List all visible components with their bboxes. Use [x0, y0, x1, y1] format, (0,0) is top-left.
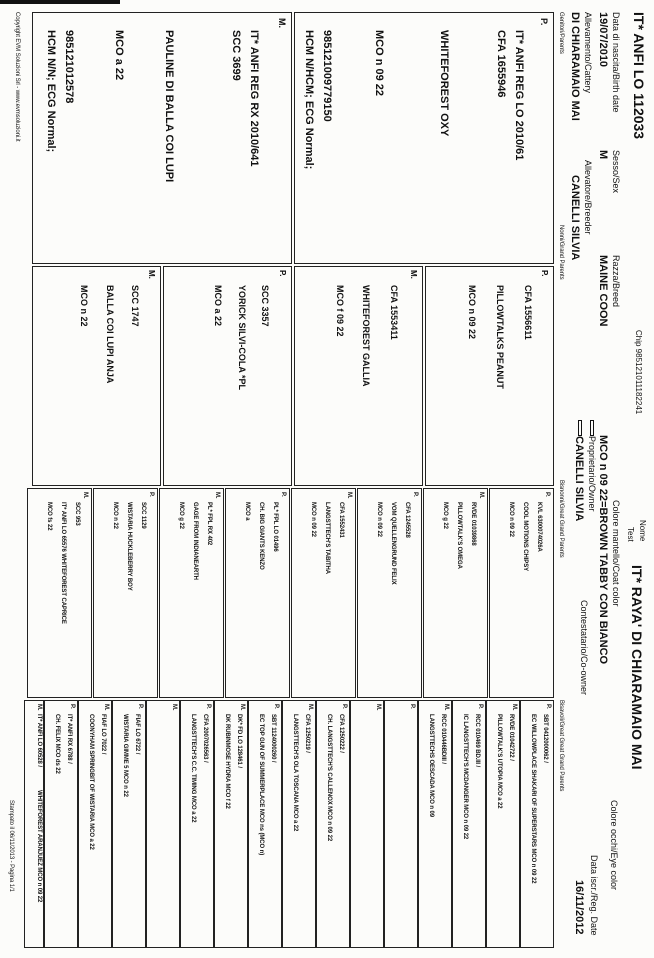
gggp-box-13: [112, 700, 146, 948]
ggp3-sex-marker: P.: [412, 492, 418, 497]
ggp1-breed: MCO n 09 22: [508, 502, 514, 537]
gggp-box-3: [452, 700, 486, 948]
gggp2-name: PILLOWTALK'S UTOPIA MCO a 22: [496, 714, 502, 809]
gp2-breed: MCO f 09 22: [335, 285, 345, 337]
name-label: Nome: [638, 520, 647, 542]
grandparent-box-4: [32, 266, 161, 486]
gp4-name: BALLA COI LUPI ANJA: [105, 285, 115, 384]
breed-value: MAINE COON: [597, 255, 609, 327]
gggp9-sex-marker: P.: [273, 704, 279, 709]
gp3-registration: SCC 3357: [260, 285, 270, 327]
coat-label: Colore mantello/Coat color: [611, 500, 621, 607]
gggp16-sex-marker: M.: [36, 704, 42, 711]
gggp15-sex-marker: P.: [69, 704, 75, 709]
gggp-box-2: [486, 700, 520, 948]
gggp11-name: LANGSTTECH'S C.C. TIMING MCO a 22: [190, 714, 196, 823]
gggp13-sex-marker: P.: [137, 704, 143, 709]
gggp-box-14: [78, 700, 112, 948]
gggp11-registration: CFA 2007026563 /: [202, 714, 208, 763]
father-breed: MCO n 09 22: [373, 30, 385, 97]
father-registration-2: CFA 1655946: [495, 30, 507, 98]
gggp4-name: LANGSTTECHS OESCADA MCO n 09: [428, 714, 434, 817]
eye-color-label: Colore occhi/Eye color: [609, 800, 619, 891]
gggp8-name: LANGSTTECH'S OLA TOSCANA MCO a 22: [292, 714, 298, 832]
grandparent-box-3: [163, 266, 292, 486]
ggp7-breed: MCO n 22: [112, 502, 118, 529]
cattery-value: DI CHIARAMAIO MAI: [569, 12, 581, 121]
ggp5-name: CH. BIG GIANTS KENZO: [258, 502, 264, 570]
ggp8-registration: SCC 953: [74, 502, 80, 526]
registration-number: IT* ANFI LO 112033: [631, 12, 647, 140]
ggp4-breed: MCO n 09 22: [310, 502, 316, 537]
gp2-registration: CFA 1553411: [389, 285, 399, 340]
gggp3-sex-marker: P.: [477, 704, 483, 709]
birth-date: 19/07/2010: [597, 12, 609, 68]
gggp-box-4: [418, 700, 452, 948]
mother-breed: MCO a 22: [113, 30, 125, 81]
ggp1-sex-marker: P.: [544, 492, 550, 497]
ggp7-sex-marker: P.: [148, 492, 154, 497]
ggp2-registration: RVDE 01039868: [470, 502, 476, 546]
ggp3-breed: MCO n 09 22: [376, 502, 382, 537]
gggp-box-11: [180, 700, 214, 948]
gp2-sex-marker: M.: [409, 270, 418, 279]
col-header-parents: Genitori/Parents: [558, 12, 564, 54]
gggp2-sex-marker: M.: [511, 704, 517, 711]
gp4-breed: MCO n 22: [79, 285, 89, 327]
owner-name-marker-icon: [578, 420, 582, 436]
gggp3-registration: RCC 010469 BD.III /: [474, 714, 480, 768]
mother-registration-2: SCC 3699: [230, 30, 242, 81]
ggp7-name: WISTARIA HUCKLEBERRY BOY: [126, 502, 132, 591]
father-name: WHITEFOREST OXY: [438, 30, 450, 137]
ggp6-name: GAGE FROM INDIANEARTH: [192, 502, 198, 580]
gggp9-name: EC TOP GUN OF SUMMERPLACE MCO ns (MCO n): [258, 714, 264, 856]
gp3-sex-marker: P.: [278, 270, 287, 277]
gggp-box-7: [316, 700, 350, 948]
gp1-registration: CFA 1556611: [523, 285, 533, 340]
breeder-label: Allevatore/Breeder: [583, 160, 593, 235]
regdate-value: 16/11/2012: [573, 880, 585, 935]
gggp16-registration: IT* ANFI LO 60528 /: [36, 714, 42, 767]
gggp-box-6: [350, 700, 384, 948]
gggp13-registration: FIAF LO 6722 /: [134, 714, 140, 755]
gp2-name: WHITEFOREST GALLIA: [361, 285, 371, 387]
ggp2-breed: MCO g 22: [442, 502, 448, 529]
col-header-grandparents: Nonni/Grand Parents: [558, 225, 564, 280]
gggp14-registration: FIAF LO 7022 /: [100, 714, 106, 755]
gggp8-registration: CFA 1250219 /: [304, 714, 310, 753]
gggp2-registration: RVDE 01042722 /: [508, 714, 514, 761]
gp3-breed: MCO a 22: [213, 285, 223, 327]
father-sex-marker: P.: [539, 18, 549, 26]
ggp8-sex-marker: M.: [82, 492, 88, 499]
gggp10-registration: DK* FD LO 128461 /: [236, 714, 242, 768]
ggp4-sex-marker: M.: [346, 492, 352, 499]
ggp2-sex-marker: M.: [478, 492, 484, 499]
col-header-gg-grandparents: Bisavoli/Great Great Grand Parents: [558, 700, 564, 792]
gggp14-name: COONYHAM SPRINGBIT OF WISTARIA MCO a 22: [88, 714, 94, 850]
birth-label: Data di nascita/Birth date: [611, 12, 621, 113]
gggp1-sex-marker: P.: [545, 704, 551, 709]
owner-marker-icon: [590, 420, 594, 436]
gggp4-sex-marker: M.: [443, 704, 449, 711]
gp3-name: YORICK SILVI-COLA *PL: [237, 285, 247, 391]
ggp8-name: IT* ANFI LO 65576 WHITEFOREST CAPRICE: [60, 502, 66, 624]
mother-registration: IT* ANFI REG RX 2010/641: [248, 30, 260, 167]
chip-number: Chip 985121011182241: [634, 330, 643, 415]
breeder-value: CANELLI SILVIA: [569, 175, 581, 261]
gp1-name: PILLOWTALKS PEANUT: [495, 285, 505, 389]
ggp5-sex-marker: P.: [280, 492, 286, 497]
father-registration: IT* ANFI REG LO 2010/61: [513, 30, 525, 161]
owner-label: Proprietario/Owner: [587, 436, 597, 512]
cattery-label: Allevamento/Cattery: [583, 12, 593, 94]
name-label-test: Test: [626, 527, 635, 542]
ggp1-registration: KVL 6300074026A: [536, 502, 542, 552]
gggp5-sex-marker: P.: [409, 704, 415, 709]
gggp-box-8: [282, 700, 316, 948]
ggp6-breed: MCO g 22: [178, 502, 184, 529]
gggp4-registration: RCC 010446BDIII /: [440, 714, 446, 764]
breed-label: Razza/Breed: [611, 255, 621, 308]
gggp-box-9: [248, 700, 282, 948]
gggp1-registration: SBT 0412000062 /: [542, 714, 548, 763]
gggp10-name: DK RUBINMOSE HYDRA MCO f 22: [224, 714, 230, 809]
ggp3-name: VOM QUELLENGRUND FELIX: [390, 502, 396, 585]
ggp4-name: LANGSTTECH'S TABITHA: [324, 502, 330, 574]
ggp6-registration: PL* FPL RX 402: [206, 502, 212, 546]
grandparent-box-2: [294, 266, 423, 486]
gggp7-registration: CFA 1250222 /: [338, 714, 344, 753]
gggp10-sex-marker: M.: [239, 704, 245, 711]
coowner-label: Contestatario/Co-owner: [579, 600, 589, 696]
regdate-label: Data iscr./Reg. Date: [589, 855, 599, 936]
sex-label: Sesso/Sex: [611, 150, 621, 194]
ggp6-sex-marker: M.: [214, 492, 220, 499]
mother-name: PAULINE DI BALLA COI LUPI: [163, 30, 175, 183]
gggp1-name: EC WILLOWPLACE SHAKARI OF SUPERSTARS MCO n 09 22: [530, 714, 536, 884]
gp1-breed: MCO n 09 22: [467, 285, 477, 340]
gggp-box-5: [384, 700, 418, 948]
gggp-box-10: [214, 700, 248, 948]
coat-value: MCO n 09 22=BROWN TABBY CON BIANCO: [597, 435, 609, 665]
gp1-sex-marker: P.: [540, 270, 549, 277]
gggp15-registration: IT* ANFI RX 6788 /: [66, 714, 72, 764]
gggp12-sex-marker: M.: [171, 704, 177, 711]
ggp8-breed: MCO fs 22: [46, 502, 52, 531]
mother-health: HCM N/N; ECG Normal;: [45, 30, 57, 153]
ggp3-registration: CFA 1245528: [404, 502, 410, 538]
ggp2-name: PILLOWTALK'S OMEGA: [456, 502, 462, 569]
gggp13-name: WISTARIA GIMME 5 MCO n 22: [122, 714, 128, 797]
gggp7-name: CH. LANGSTTECH'S CALLENOX MCO n 09 22: [326, 714, 332, 842]
mother-sex-marker: M.: [277, 18, 287, 28]
cat-name: IT* RAYA' DI CHIARAMAIO MAI: [629, 565, 645, 770]
gp4-sex-marker: M.: [147, 270, 156, 279]
col-header-great-grandparents: Bisnonni/Great Grand Parents: [558, 480, 564, 558]
gggp-box-12: [146, 700, 180, 948]
gggp14-sex-marker: M.: [103, 704, 109, 711]
gggp-box-1: [520, 700, 554, 948]
sex-value: M: [597, 150, 609, 160]
grandparent-box-1: [425, 266, 554, 486]
gggp8-sex-marker: M.: [307, 704, 313, 711]
ggp7-registration: SCC 1129: [140, 502, 146, 529]
footer-copyright: Copyright EVM Soluzioni Srl - www.evmsoluzioni.it: [14, 12, 20, 142]
owner-value: CANELLI SILVIA: [573, 436, 585, 522]
gggp7-sex-marker: P.: [341, 704, 347, 709]
gggp16-name: WHITEFOREST ARANJUEZ MCO n 09 22: [36, 790, 42, 903]
gp4-registration: SCC 1747: [130, 285, 140, 327]
ggp5-registration: PL* FPL LO 01496: [272, 502, 278, 552]
gggp6-sex-marker: M.: [375, 704, 381, 711]
father-health: HCM N/HCM; ECG Normal;: [303, 30, 315, 170]
gggp-box-15: [44, 700, 78, 948]
ggp1-name: COOL MOTIONS CHIPSY: [522, 502, 528, 571]
gggp9-registration: SBT 1124000260 /: [270, 714, 276, 763]
ggp5-breed: MCO a: [244, 502, 250, 521]
father-chip: 985121009779150: [321, 30, 333, 122]
gggp11-sex-marker: P.: [205, 704, 211, 709]
mother-chip: 985121012578: [63, 30, 75, 104]
ggp4-registration: CFA 1552431: [338, 502, 344, 538]
footer-printed: Stampato il 06/11/2013 - Pagina 1/1: [8, 800, 14, 892]
gggp15-name: CH. FELIX MCO ds 22: [54, 714, 60, 774]
gggp3-name: IC LANGSTTECH'S MCDANGER MCO n 09 22: [462, 714, 468, 840]
